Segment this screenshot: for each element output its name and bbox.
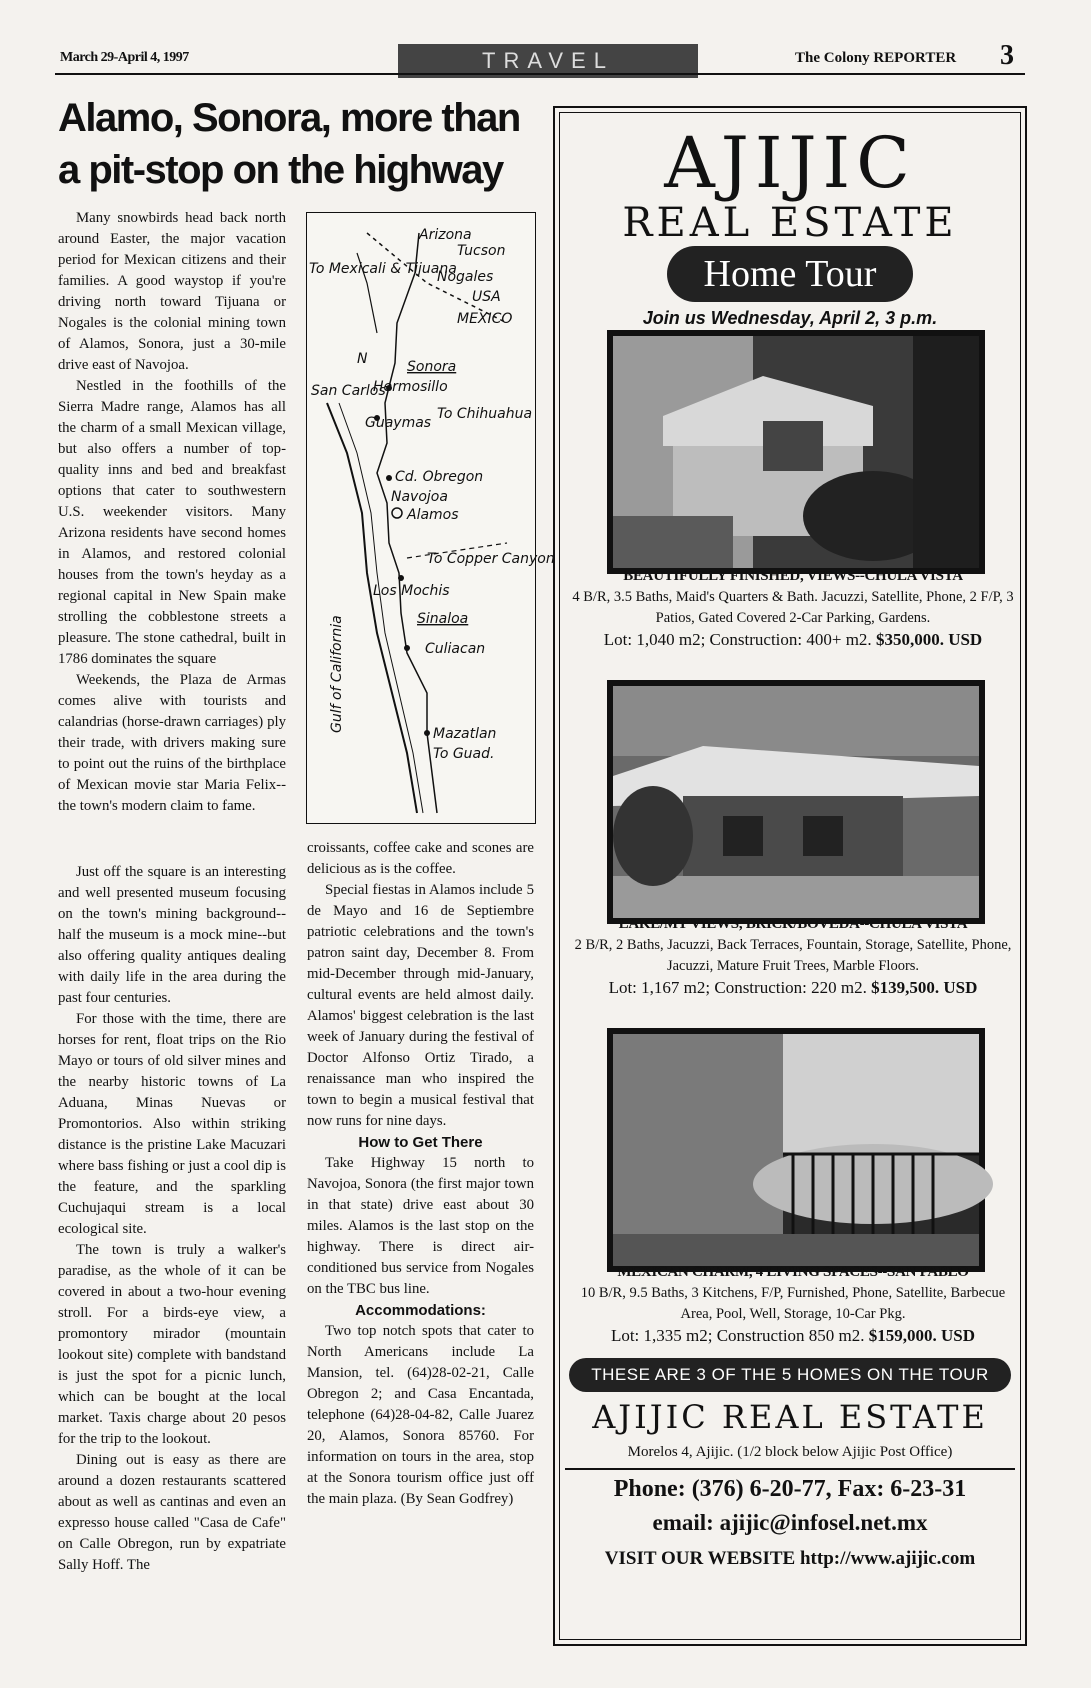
ad-website: VISIT OUR WEBSITE http://www.ajijic.com [604, 1548, 976, 1569]
map-label: Sinaloa [417, 611, 469, 627]
map-label: USA [472, 289, 501, 305]
section-label: TRAVEL [398, 44, 698, 78]
real-estate-ad [553, 106, 1027, 1646]
ad-brand-sub: REAL ESTATE [622, 200, 958, 246]
ad-email: email: ajijic@infosel.net.mx [652, 1510, 928, 1535]
article-column-1 [58, 208, 286, 817]
listing-2 [570, 914, 1016, 998]
listing-price: $159,000. USD [868, 1326, 976, 1345]
listing-price: $350,000. USD [875, 630, 983, 649]
map-label: Navojoa [391, 489, 448, 505]
headline [58, 92, 558, 196]
listing-lot: Lot: 1,167 m2; Construction: 220 m2. $139,500. USD [608, 978, 978, 997]
listing-title: MEXICAN CHARM, 4 LIVING SPACES--SAN PABLO [617, 1264, 969, 1280]
subhead-accommodations: Accommodations: [355, 1302, 486, 1319]
paragraph: Dining out is easy as there are around a dozen restaurants scattered about as well as cantinas and even an expresso house called "Casa de Cafe" on Calle Obregon, run by expatriate Sally Hoff. The [58, 1452, 286, 1573]
listing-title: BEAUTIFULLY FINISHED, VIEWS--CHULA VISTA [623, 568, 963, 584]
paragraph: Many snowbirds head back north around Easter, the major vacation period for Mexican citizens and their families. A good waystop if you're driving north toward Tijuana or Nogales is the colonial mining town of Alamos, Sonora, just a 30-mile drive east of Navojoa. [58, 210, 286, 373]
home-tour-pill: Home Tour [667, 246, 913, 302]
listing-3 [570, 1262, 1016, 1346]
map-label: Arizona [419, 227, 472, 243]
ad-brand-footer: AJIJIC REAL ESTATE [592, 1398, 988, 1436]
ad-phone: Phone: (376) 6-20-77, Fax: 6-23-31 [613, 1476, 967, 1502]
map-label: Sonora [407, 359, 457, 375]
ad-footer-rule [565, 1468, 1015, 1470]
headline-line-2: a pit-stop on the highway [58, 148, 503, 192]
listing-description: 10 B/R, 9.5 Baths, 3 Kitchens, F/P, Furnished, Phone, Satellite, Barbecue Area, Pool, Well, Storage, 10-Car Pkg. [580, 1285, 1006, 1322]
listing-title: LAKE/MT VIEWS, BRICK/BOVEDA--CHULA VISTA [618, 916, 968, 932]
subhead-directions: How to Get There [358, 1134, 483, 1151]
map-label: Guaymas [365, 415, 432, 431]
listing-photo-3 [607, 1028, 985, 1272]
paragraph: Special fiestas in Alamos include 5 de Mayo and 16 de Septiembre patriotic celebrations and the town's patron saint day, December 8. From mid-December through mid-January, cultural events are held almost daily. Alamos' biggest celebration is the last week of January during the festival of Doctor Alfonso Ortiz Tirado, a renaissance man who inspired the town to begin a musical festival that now runs for nine days. [307, 882, 534, 1129]
map-label: Hermosillo [373, 379, 448, 395]
map-label: Mazatlan [433, 726, 497, 742]
map-label: To Guad. [433, 746, 495, 762]
listing-lot: Lot: 1,335 m2; Construction 850 m2. $159,000. USD [610, 1326, 976, 1345]
ad-join-text: Join us Wednesday, April 2, 3 p.m. [642, 308, 938, 328]
paragraph: Nestled in the foothills of the Sierra Madre range, Alamos has all the charm of a small Mexican village, but also offers a number of top-quality inns and bed and breakfast options that cater to southwestern U.S. weekender visitors. Many Arizona residents have second homes in Alamos, and restored colonial houses from the town's heyday as a regional capital in New Spain make strolling the cobblestone streets a pleasure. The stone cathedral, built in 1786 dominates the square [58, 378, 286, 667]
ad-brand: AJIJIC [664, 122, 916, 204]
map-label: Los Mochis [373, 583, 450, 599]
listing-lot: Lot: 1,040 m2; Construction: 400+ m2. $350,000. USD [603, 630, 983, 649]
paragraph: Just off the square is an interesting and well presented museum focusing on the town's mining background--half the museum is a mock mine--but also offering quality antiques dealing with daily life in the area during the past four centuries. [58, 864, 286, 1006]
map-label: Culiacan [425, 641, 486, 657]
listing-photo-1 [607, 330, 985, 574]
paper-name: The Colony REPORTER [795, 50, 957, 66]
map-label: Nogales [437, 269, 494, 285]
listing-description: 2 B/R, 2 Baths, Jacuzzi, Back Terraces, Fountain, Storage, Satellite, Phone, Jacuzzi, Mature Fruit Trees, Marble Floors. [574, 937, 1012, 974]
paragraph: The town is truly a walker's paradise, as the whole of it can be covered in about a two-hour evening stroll. For a birds-eye view, a promontory mirador (mountain lookout site) complete with bandstand is just the spot for a picnic lunch, which can be bought at the local market. Taxis charge about 20 pesos for the trip to the lookout. [58, 1242, 286, 1447]
listing-price: $139,500. USD [871, 978, 978, 997]
paragraph: For those with the time, there are horses for rent, float trips on the Rio Mayo or tours of old silver mines and the nearby historic towns of La Aduana, Minas Nuevas or Promontorios. Also within striking distance is the pristine Lake Macuzari where bass fishing or just a cool dip is the feature, and the sparkling Cuchujaqui stream is a local ecological site. [58, 1011, 286, 1237]
map-label: Gulf of California [329, 615, 345, 733]
article-column-1-continued [58, 862, 286, 1576]
listing-1 [570, 566, 1016, 650]
header-rule [55, 73, 1025, 75]
paragraph: Take Highway 15 north to Navojoa, Sonora (the first major town in that state) drive east about 30 miles. Alamos is the last stop on the highway. There is direct air-conditioned bus service from Nogales on the TBC bus line. [307, 1155, 534, 1297]
map-label: MEXICO [457, 311, 513, 327]
paragraph: croissants, coffee cake and scones are delicious as is the coffee. [307, 840, 534, 877]
issue-date: March 29-April 4, 1997 [60, 50, 189, 65]
page-number: 3 [1000, 40, 1014, 71]
listing-description: 4 B/R, 3.5 Baths, Maid's Quarters & Bath. Jacuzzi, Satellite, Phone, 2 F/P, 3 Patios, Gated Covered 2-Car Parking, Gardens. [572, 589, 1014, 626]
map-label: To Copper Canyon [427, 551, 555, 567]
tour-banner: THESE ARE 3 OF THE 5 HOMES ON THE TOUR [569, 1358, 1011, 1392]
paragraph: Two top notch spots that cater to North Americans include La Mansion, tel. (64)28-02-21, Calle Obregon 2; and Casa Encantada, telephone (64)28-04-82, Calle Juarez 20, Alamos, Sonora 85760. For information on tours in the area, stop at the Sonora tourism office just off the main plaza. (By Sean Godfrey) [307, 1323, 534, 1507]
map-label: Tucson [457, 243, 506, 259]
ad-address: Morelos 4, Ajijic. (1/2 block below Ajijic Post Office) [627, 1444, 953, 1460]
map-label: Cd. Obregon [395, 469, 484, 485]
paragraph: Weekends, the Plaza de Armas comes alive with tourists and calandrias (horse-drawn carriages) ply their trade, with drivers making sure to point out the ruins of the birthplace of Mexican movie star Maria Felix--the town's modern claim to fame. [58, 672, 286, 814]
map-label: To Mexicali & Tijuana [309, 261, 457, 277]
listing-photo-2 [607, 680, 985, 924]
map-label: To Chihuahua [437, 406, 533, 422]
map-label: Alamos [407, 507, 459, 523]
headline-line-1: Alamo, Sonora, more than [58, 96, 520, 140]
route-map [306, 212, 555, 824]
map-label: San Carlos [311, 383, 386, 399]
map-label: N [357, 351, 368, 367]
article-column-2 [307, 838, 534, 1510]
